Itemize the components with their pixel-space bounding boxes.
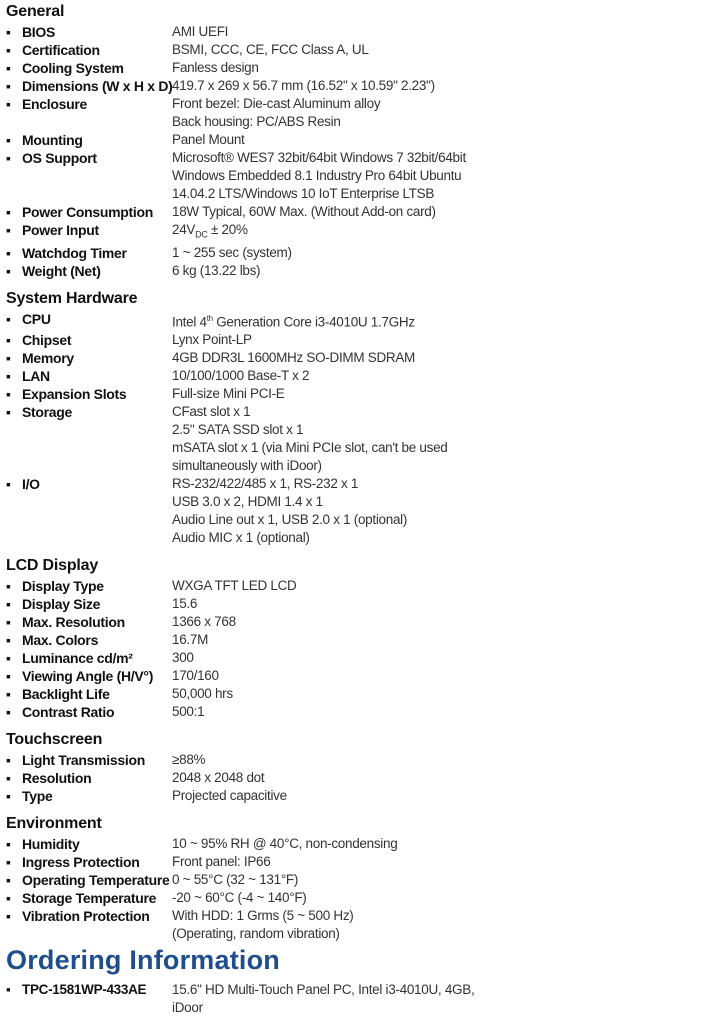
spec-value	[172, 751, 205, 769]
spec-label	[6, 149, 172, 167]
spec-value	[172, 221, 248, 244]
spec-label	[6, 649, 172, 667]
spec-value-line: 50,000 hrs	[172, 686, 233, 702]
spec-label	[6, 203, 172, 221]
spec-value-line: 18W Typical, 60W Max. (Without Add-on card)	[172, 204, 436, 219]
spec-value-line: 2048 x 2048 dot	[172, 770, 265, 786]
spec-value	[172, 203, 436, 221]
spec-label-text: Viewing Angle (H/V°)	[22, 668, 154, 685]
spec-label	[6, 367, 172, 385]
bullet-icon: ▪	[6, 890, 11, 907]
spec-value-line: 170/160	[172, 668, 219, 684]
spec-label-text: Ingress Protection	[22, 854, 140, 871]
bullet-icon: ▪	[6, 222, 11, 238]
spec-row-weight-net	[6, 262, 700, 280]
spec-value-line: Front bezel: Die-cast Aluminum alloy	[172, 96, 381, 111]
touchscreen-rows	[6, 751, 700, 805]
spec-value	[172, 385, 285, 403]
bullet-icon: ▪	[6, 310, 11, 327]
spec-label	[6, 385, 172, 403]
spec-row-os-support	[6, 149, 700, 203]
spec-row-storage	[6, 403, 700, 475]
spec-row-cpu	[6, 310, 700, 332]
spec-row-light-transmission	[6, 751, 700, 769]
spec-label	[6, 787, 172, 805]
spec-value-line: USB 3.0 x 2, HDMI 1.4 x 1	[172, 494, 323, 510]
spec-value	[172, 631, 208, 649]
spec-value-line: 500:1	[172, 704, 205, 720]
spec-value-line: ≥88%	[172, 752, 206, 768]
spec-value-line: BSMI, CCC, CE, FCC Class A, UL	[172, 42, 369, 57]
spec-label	[6, 310, 172, 328]
spec-label-text: Backlight Life	[22, 686, 110, 703]
spec-row-power-input	[6, 221, 700, 244]
bullet-icon: ▪	[6, 204, 11, 220]
spec-label	[6, 349, 172, 367]
bullet-icon: ▪	[6, 614, 11, 631]
ordering-model-text: TPC-1581WP-433AE	[22, 982, 147, 998]
bullet-icon: ▪	[6, 332, 11, 349]
spec-row-watchdog-timer	[6, 244, 700, 262]
spec-row-operating-temperature	[6, 871, 700, 889]
spec-row-storage-temperature	[6, 889, 700, 907]
spec-row-chipset	[6, 331, 700, 349]
spec-value	[172, 367, 309, 385]
spec-label-text: LAN	[22, 368, 50, 385]
spec-label	[6, 853, 172, 871]
spec-label	[6, 871, 172, 889]
section-title-environment: Environment	[6, 815, 102, 833]
spec-label	[6, 59, 172, 77]
bullet-icon: ▪	[6, 24, 11, 40]
bullet-icon: ▪	[6, 132, 11, 148]
spec-label	[6, 244, 172, 262]
spec-value	[172, 889, 306, 907]
spec-row-max-resolution	[6, 613, 700, 631]
spec-row-max-colors	[6, 631, 700, 649]
spec-row-bios	[6, 23, 700, 41]
ordering-rows	[6, 981, 700, 1017]
ordering-information-title: Ordering Information	[6, 945, 280, 976]
spec-label-text: CPU	[22, 310, 51, 327]
spec-row-mounting	[6, 131, 700, 149]
spec-value	[172, 577, 296, 595]
spec-row-certification	[6, 41, 700, 59]
section-title-system-hardware: System Hardware	[6, 289, 138, 307]
spec-row-viewing-angle-h-v	[6, 667, 700, 685]
spec-value-line: -20 ~ 60°C (-4 ~ 140°F)	[172, 890, 307, 906]
spec-row-lan	[6, 367, 700, 385]
spec-value-line: Windows Embedded 8.1 Industry Pro 64bit Ubuntu	[172, 168, 462, 183]
spec-label-text: Resolution	[22, 770, 92, 787]
bullet-icon: ▪	[6, 872, 11, 889]
spec-label-text: Storage Temperature	[22, 890, 157, 907]
spec-value-line: Microsoft® WES7 32bit/64bit Windows 7 32bit/64bit	[172, 150, 466, 165]
spec-label-text: Contrast Ratio	[22, 704, 115, 721]
spec-label-text: Luminance cd/m²	[22, 650, 133, 667]
bullet-icon: ▪	[6, 150, 11, 166]
spec-value-line: (Operating, random vibration)	[172, 926, 340, 942]
bullet-icon: ▪	[6, 908, 11, 925]
spec-value	[172, 310, 415, 332]
spec-value-line: 14.04.2 LTS/Windows 10 IoT Enterprise LTSB	[172, 186, 435, 201]
section-title-lcd-display: LCD Display	[6, 557, 99, 575]
bullet-icon: ▪	[6, 982, 11, 998]
section-lcd-display	[6, 557, 700, 721]
bullet-icon: ▪	[6, 60, 11, 76]
spec-label-text: Display Size	[22, 596, 101, 613]
spec-value-line: AMI UEFI	[172, 24, 229, 39]
spec-label	[6, 613, 172, 631]
spec-label	[6, 631, 172, 649]
lcd-display-rows	[6, 577, 700, 721]
spec-label-text: Chipset	[22, 332, 72, 349]
spec-label	[6, 95, 172, 113]
spec-value	[172, 685, 233, 703]
spec-value-line: 2.5" SATA SSD slot x 1	[172, 422, 304, 438]
spec-value-line: Back housing: PC/ABS Resin	[172, 114, 341, 129]
spec-value-line: Panel Mount	[172, 132, 245, 147]
spec-label-text: BIOS	[22, 24, 56, 40]
bullet-icon: ▪	[6, 42, 11, 58]
spec-label	[6, 331, 172, 349]
spec-value-line: Audio Line out x 1, USB 2.0 x 1 (optional)	[172, 512, 408, 528]
spec-label-text: Vibration Protection	[22, 908, 150, 925]
bullet-icon: ▪	[6, 770, 11, 787]
spec-label	[6, 403, 172, 421]
spec-row-ingress-protection	[6, 853, 700, 871]
bullet-icon: ▪	[6, 96, 11, 112]
bullet-icon: ▪	[6, 704, 11, 721]
bullet-icon: ▪	[6, 788, 11, 805]
spec-value-line: CFast slot x 1	[172, 404, 251, 420]
spec-value-line: 10/100/1000 Base-T x 2	[172, 368, 310, 384]
spec-label	[6, 703, 172, 721]
spec-value-line: Audio MIC x 1 (optional)	[172, 530, 310, 546]
general-rows	[6, 23, 700, 280]
section-environment	[6, 815, 700, 943]
spec-label-text: Certification	[22, 42, 100, 58]
spec-value-line: 1 ~ 255 sec (system)	[172, 244, 292, 260]
section-system-hardware	[6, 290, 700, 548]
ordering-description-line: 15.6" HD Multi-Touch Panel PC, Intel i3-4010U, 4GB,	[172, 982, 475, 998]
bullet-icon: ▪	[6, 368, 11, 385]
spec-value-line: $24V_{DC} \pm 20\%$	[172, 222, 248, 240]
spec-row-vibration-protection	[6, 907, 700, 943]
spec-label-text: Max. Colors	[22, 632, 99, 649]
spec-value	[172, 77, 435, 95]
bullet-icon: ▪	[6, 650, 11, 667]
spec-value	[172, 131, 245, 149]
bullet-icon: ▪	[6, 686, 11, 703]
spec-label-text: Cooling System	[22, 60, 124, 76]
spec-label-text: Operating Temperature	[22, 872, 170, 889]
spec-row-backlight-life	[6, 685, 700, 703]
spec-value	[172, 703, 204, 721]
spec-label-text: Memory	[22, 350, 74, 367]
spec-label-text: Type	[22, 788, 53, 805]
system-hardware-rows	[6, 310, 700, 548]
spec-value	[172, 769, 264, 787]
spec-value	[172, 475, 407, 547]
spec-label-text: Expansion Slots	[22, 386, 127, 403]
spec-value-line: mSATA slot x 1 (via Mini PCIe slot, can't be used	[172, 440, 448, 456]
spec-value-line: 1366 x 768	[172, 614, 236, 630]
bullet-icon: ▪	[6, 386, 11, 403]
spec-value-line: Projected capacitive	[172, 788, 287, 804]
spec-label-text: Light Transmission	[22, 752, 145, 769]
spec-label-text: Weight (Net)	[22, 262, 101, 279]
spec-value-line: 4GB DDR3L 1600MHz SO-DIMM SDRAM	[172, 350, 416, 366]
spec-label-text: Power Consumption	[22, 204, 154, 220]
spec-value-line: 6 kg (13.22 lbs)	[172, 262, 261, 278]
spec-row-resolution	[6, 769, 700, 787]
spec-value-line: simultaneously with iDoor)	[172, 458, 322, 474]
spec-label	[6, 667, 172, 685]
spec-value	[172, 613, 236, 631]
spec-value	[172, 403, 448, 475]
spec-value-line: Lynx Point-LP	[172, 332, 252, 348]
bullet-icon: ▪	[6, 350, 11, 367]
spec-label	[6, 907, 172, 925]
spec-label	[6, 835, 172, 853]
spec-row-display-size	[6, 595, 700, 613]
spec-value-line: Full-size Mini PCI-E	[172, 386, 285, 402]
spec-label	[6, 77, 172, 95]
spec-label-text: OS Support	[22, 150, 97, 166]
spec-row-memory	[6, 349, 700, 367]
spec-value	[172, 871, 298, 889]
spec-value	[172, 244, 292, 262]
spec-row-display-type	[6, 577, 700, 595]
spec-value	[172, 649, 194, 667]
spec-row-luminance-cd-m	[6, 649, 700, 667]
spec-value	[172, 331, 252, 349]
spec-value	[172, 23, 228, 41]
spec-value-line: WXGA TFT LED LCD	[172, 578, 297, 594]
spec-row-contrast-ratio	[6, 703, 700, 721]
spec-label	[6, 262, 172, 280]
bullet-icon: ▪	[6, 632, 11, 649]
spec-value	[172, 349, 415, 367]
ordering-description-line: iDoor	[172, 1000, 203, 1016]
bullet-icon: ▪	[6, 244, 11, 261]
spec-value-line: 10 ~ 95% RH @ 40°C, non-condensing	[172, 836, 398, 852]
spec-label	[6, 41, 172, 59]
spec-row-enclosure	[6, 95, 700, 131]
spec-value	[172, 262, 260, 280]
spec-label	[6, 595, 172, 613]
spec-label	[6, 131, 172, 149]
spec-value	[172, 59, 259, 77]
section-touchscreen	[6, 731, 700, 805]
bullet-icon: ▪	[6, 752, 11, 769]
spec-label-text: Dimensions (W x H x D)	[22, 78, 173, 94]
spec-label	[6, 221, 172, 239]
bullet-icon: ▪	[6, 262, 11, 279]
bullet-icon: ▪	[6, 668, 11, 685]
spec-value	[172, 667, 219, 685]
ordering-model	[6, 981, 172, 999]
spec-label-text: Enclosure	[22, 96, 87, 112]
spec-row-expansion-slots	[6, 385, 700, 403]
spec-label-text: Storage	[22, 404, 73, 421]
spec-label-text: Humidity	[22, 836, 80, 853]
bullet-icon: ▪	[6, 854, 11, 871]
spec-value-line: Front panel: IP66	[172, 854, 271, 870]
spec-label	[6, 577, 172, 595]
bullet-icon: ▪	[6, 596, 11, 613]
spec-value	[172, 787, 287, 805]
spec-value	[172, 907, 353, 943]
spec-value-line: Fanless design	[172, 60, 259, 75]
ordering-description	[172, 981, 474, 1017]
ordering-row	[6, 981, 700, 1017]
spec-value	[172, 595, 197, 613]
spec-row-humidity	[6, 835, 700, 853]
spec-value	[172, 149, 466, 203]
section-general	[6, 3, 700, 280]
spec-value-line: With HDD: 1 Grms (5 ~ 500 Hz)	[172, 908, 354, 924]
spec-row-power-consumption	[6, 203, 700, 221]
spec-value-line: 300	[172, 650, 194, 666]
spec-value-line: RS-232/422/485 x 1, RS-232 x 1	[172, 476, 359, 492]
bullet-icon: ▪	[6, 78, 11, 94]
bullet-icon: ▪	[6, 404, 11, 421]
spec-value	[172, 853, 270, 871]
spec-sheet	[6, 3, 700, 1017]
spec-value-line: 0 ~ 55°C (32 ~ 131°F)	[172, 872, 299, 888]
spec-value-line: 419.7 x 269 x 56.7 mm (16.52" x 10.59" 2.23")	[172, 78, 435, 93]
bullet-icon: ▪	[6, 578, 11, 595]
spec-label	[6, 475, 172, 493]
spec-label	[6, 685, 172, 703]
spec-row-type	[6, 787, 700, 805]
spec-label-text: Max. Resolution	[22, 614, 125, 631]
spec-row-dimensions-w-x-h-x-d	[6, 77, 700, 95]
spec-label-text: I/O	[22, 476, 40, 493]
spec-label	[6, 751, 172, 769]
spec-label	[6, 23, 172, 41]
spec-label-text: Display Type	[22, 578, 104, 595]
spec-value-line: 15.6	[172, 596, 198, 612]
bullet-icon: ▪	[6, 476, 11, 493]
spec-value	[172, 95, 380, 131]
spec-label-text: Power Input	[22, 222, 99, 238]
spec-value-line: Intel 4th Generation Core i3-4010U 1.7GHz	[172, 313, 415, 330]
bullet-icon: ▪	[6, 836, 11, 853]
spec-value	[172, 41, 369, 59]
spec-value-line: 16.7M	[172, 632, 209, 648]
section-title-general: General	[6, 3, 65, 20]
section-title-touchscreen: Touchscreen	[6, 731, 103, 749]
spec-value	[172, 835, 397, 853]
spec-row-i-o	[6, 475, 700, 547]
spec-label	[6, 769, 172, 787]
spec-label-text: Mounting	[22, 132, 83, 148]
spec-label	[6, 889, 172, 907]
spec-row-cooling-system	[6, 59, 700, 77]
environment-rows	[6, 835, 700, 943]
spec-label-text: Watchdog Timer	[22, 244, 127, 261]
